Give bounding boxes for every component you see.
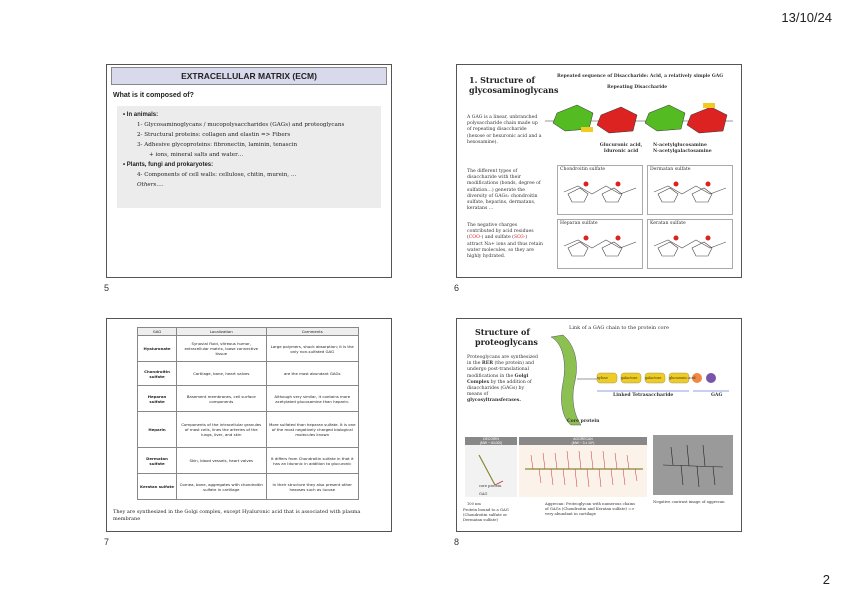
item-ions: + ions, mineral salts and water… xyxy=(149,152,244,158)
panel-keratan xyxy=(647,219,733,269)
synth-gt: glycosyltransferases. xyxy=(467,398,521,404)
slide7-number: 7 xyxy=(104,537,110,547)
table-cell: Although very similar, it contains more acetylated glucosamine than heparin. xyxy=(266,386,358,412)
aggrecan-em-image xyxy=(653,435,733,495)
table-row xyxy=(138,448,359,474)
scale-bar-label: 100 nm xyxy=(467,502,481,506)
synth-e: by the addition of disaccharides (GAGs) by means of xyxy=(467,379,532,398)
table-cell: Cornea, bone, aggregates with chondroitin sulfate in cartilage xyxy=(177,474,267,500)
gag-table xyxy=(137,327,359,500)
slide7-footer: They are synthesized in the Golgi complex, except Hyaluronic acid that is associated with plasma membrane xyxy=(113,509,361,522)
gag-types: The different types of disaccharide with their modifications (bonds, degree of sulfation…) generate the diversity of GAGs: chondroitin sulfate, heparins, dermatans, keratans … xyxy=(467,169,541,212)
sugar-galactose-2: galactose xyxy=(645,376,662,380)
item-gags: 1- Glycosaminoglycans / mucopolysaccharides (GAGs) and proteoglycans xyxy=(137,122,345,128)
table-cell: In their structure they also present other hexoses such as lucose xyxy=(266,474,358,500)
table-cell: Hyaluronate xyxy=(138,336,177,362)
slide5-number: 5 xyxy=(104,283,110,293)
slide-5 xyxy=(106,64,392,278)
animals-label: In animals: xyxy=(126,112,159,118)
slide8-number: 8 xyxy=(454,537,460,547)
sugar-galactose-1: galactose xyxy=(621,376,638,380)
slide5-content-box xyxy=(117,106,381,208)
slide-7 xyxy=(106,318,392,532)
table-row xyxy=(138,336,359,362)
link-caption: Link of a GAG chain to the protein core xyxy=(569,325,669,331)
synth-golgi: Golgi Complex xyxy=(467,373,529,385)
slide5-question: What is it composed of? xyxy=(113,92,194,99)
synth-c: (the protein) and undergo post-translational modifications in the xyxy=(467,361,535,379)
table-cell: More sulfated than heparan sulfate. It is one of the most negatively charged biological molecules known xyxy=(266,412,358,448)
em-caption: Negative contrast image of aggrecan xyxy=(653,499,725,504)
item-others: Others…. xyxy=(137,182,164,188)
sugar-glucuronic: glucuronic acid xyxy=(669,376,696,380)
core-protein-label: Core protein xyxy=(567,419,600,424)
panel-heparan-label: Heparan sulfate xyxy=(560,221,598,226)
panel-chondroitin xyxy=(557,165,643,215)
panel-dermatan-label: Dermatan sulfate xyxy=(650,167,691,172)
item-adhesive: 3- Adhesive glycoproteins: fibronectin, laminin, tenascin xyxy=(137,142,298,148)
table-row xyxy=(138,362,359,386)
aggrecan-label: AGGRECAN (MW ~ 3 x 10⁶) xyxy=(519,437,647,445)
table-row xyxy=(138,412,359,448)
panel-keratan-label: Keratan sulfate xyxy=(650,221,686,226)
so3-text: SO3- xyxy=(513,235,526,241)
table-cell: Components of the intracellular granules of mast cells, lines the arteries of the lungs, liver, and skin xyxy=(177,412,267,448)
aggrecan-diagram xyxy=(519,445,647,495)
gag-charges xyxy=(467,223,543,260)
table-header-row xyxy=(138,328,359,336)
gag-label-small: GAG xyxy=(479,492,488,496)
table-header: Comments xyxy=(266,328,358,336)
panel-chondroitin-label: Chondroitin sulfate xyxy=(560,167,606,172)
table-cell: Cartilage, bone, heart valves xyxy=(177,362,267,386)
charges-text-c: ) and sulfate ( xyxy=(481,235,514,241)
coo-text: COO- xyxy=(468,235,482,241)
decorin-caption: Protein bound to a GAG (Chondroitin sulfate or Dermatan sulfate) xyxy=(463,507,509,522)
aggrecan-panel xyxy=(519,437,647,497)
slide5-title: EXTRACELLULAR MATRIX (ECM) xyxy=(111,67,387,85)
panel-heparan xyxy=(557,219,643,269)
table-cell: Heparan sulfate xyxy=(138,386,177,412)
linker-label: Linked Tetrasaccharide xyxy=(613,393,674,398)
core-protein-small: core protein xyxy=(479,484,502,488)
synth-a: Proteoglycans are synthesized in the xyxy=(467,355,538,367)
table-cell: Dermatan sulfate xyxy=(138,448,177,474)
proteoglycan-synthesis xyxy=(467,355,539,405)
table-cell: It differs from Chondroitin sulfate in that it has an Iduronic in addition to glucuronic xyxy=(266,448,358,474)
table-header: GAG xyxy=(138,328,177,336)
synth-rer: RER xyxy=(481,361,494,367)
table-cell: Keratan sulfate xyxy=(138,474,177,500)
date: 13/10/24 xyxy=(781,10,832,25)
charges-text-e: ) attract Na+ ions and thus retain water molecules, so they are highly hydrated. xyxy=(467,235,543,260)
slide-8 xyxy=(456,318,742,532)
table-cell: Synovial fluid, vitreous humor, extracellular matrix, loose connective tissue xyxy=(177,336,267,362)
amine-label: N-acetylglucosamine N-acetylgalactosamine xyxy=(653,143,712,155)
slide-6 xyxy=(456,64,742,278)
panel-dermatan xyxy=(647,165,733,215)
table-cell: Skin, blood vessels, heart valves xyxy=(177,448,267,474)
plants-label: Plants, fungi and prokaryotes: xyxy=(126,162,214,168)
item-cellwalls: 4- Components of cell walls: cellulose, chitin, murein, … xyxy=(137,172,297,178)
table-cell: Heparin xyxy=(138,412,177,448)
table-cell: Basement membranes, cell surface components xyxy=(177,386,267,412)
acid-label: Glucuronic acid, Iduronic acid xyxy=(599,143,643,155)
slide8-title: Structure of proteoglycans xyxy=(475,327,538,347)
table-header: Localization xyxy=(177,328,267,336)
plants-heading: • Plants, fungi and prokaryotes: xyxy=(123,162,214,168)
animals-heading: • In animals: xyxy=(123,112,159,118)
page-number: 2 xyxy=(822,572,830,587)
sugar-xylose: xylose xyxy=(597,376,608,380)
slide6-title: 1. Structure of glycosaminoglycans xyxy=(469,75,559,95)
slide6-number: 6 xyxy=(454,283,460,293)
gag-label-top: GAG xyxy=(711,393,723,398)
table-cell: Large polymers, shock absorption; it is the only non-sulfated GAG xyxy=(266,336,358,362)
item-structural: 2- Structural proteins: collagen and elastin => Fibers xyxy=(137,132,291,138)
charges-text-a: The negative charges contributed by acid residues ( xyxy=(467,223,534,241)
table-cell: are the most abundant GAGs xyxy=(266,362,358,386)
repeat-label: Repeating Disaccharide xyxy=(607,85,668,90)
decorin-label: DECORIN (MW ~ 40,000) xyxy=(465,437,517,445)
table-cell: Chondroitin sulfate xyxy=(138,362,177,386)
table-row xyxy=(138,474,359,500)
aggrecan-caption: Aggrecan: Proteoglycan with numerous chains of GAGs (Chondroitin and Keratan sulfate) => very abundant in cartilage xyxy=(545,501,636,516)
table-row xyxy=(138,386,359,412)
gag-definition: A GAG is a linear, unbranched polysaccharide chain made up of repeating disaccharide (hexose or hexuronic acid and a hexosamine). xyxy=(467,115,542,145)
slide6-header: Repeated sequence of Disaccharide: Acid, a relatively simple GAG xyxy=(557,74,724,79)
